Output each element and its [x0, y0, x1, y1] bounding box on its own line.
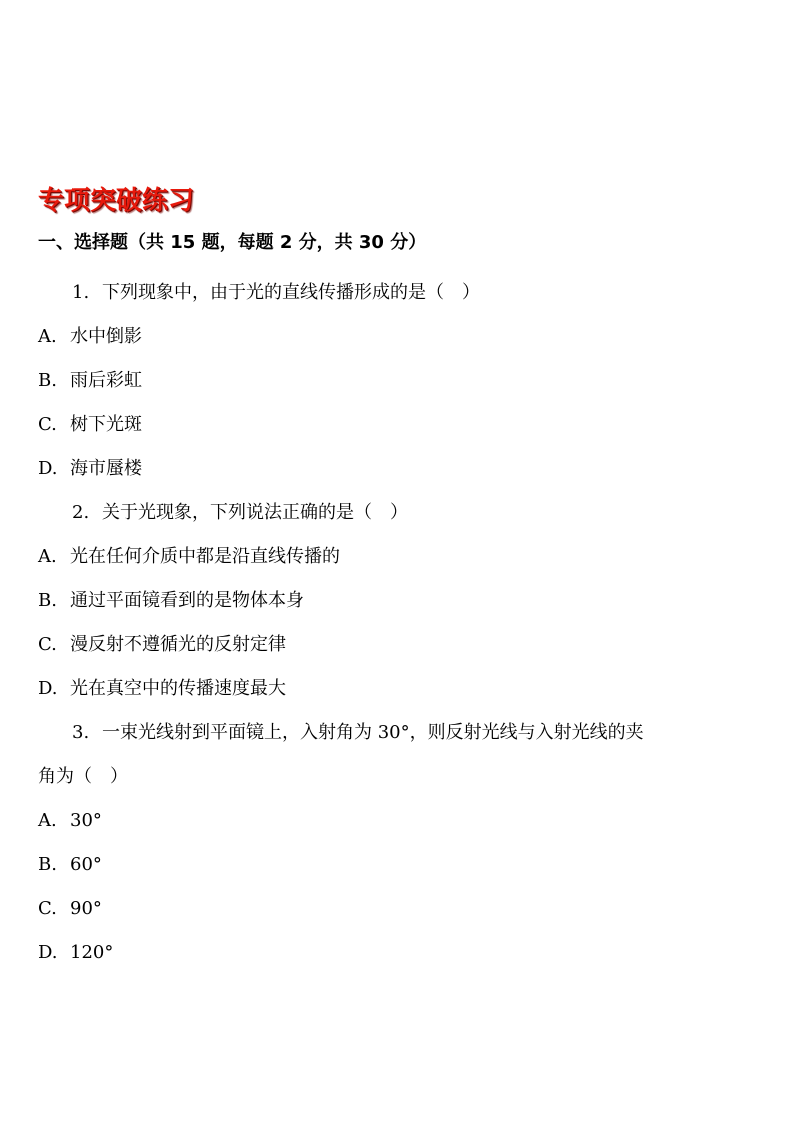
option-letter: B. [38, 854, 57, 875]
option-text: 通过平面镜看到的是物体本身 [70, 590, 304, 611]
option-text: 60° [70, 854, 102, 875]
question-3-option-c [38, 897, 102, 921]
option-letter: C. [38, 414, 57, 435]
question-2-option-d [38, 677, 286, 701]
question-text-continuation: 角为（ ） [38, 766, 128, 787]
option-letter: A. [38, 810, 57, 831]
option-text: 海市蜃楼 [70, 458, 142, 479]
option-text: 30° [70, 810, 102, 831]
question-2-option-c [38, 633, 286, 657]
question-3 [72, 721, 644, 745]
question-number: 1. [72, 282, 90, 303]
question-1-option-c [38, 413, 142, 437]
page-title: 专项突破练习 [38, 186, 195, 216]
question-text: 关于光现象，下列说法正确的是（ ） [102, 502, 408, 523]
option-letter: D. [38, 942, 58, 963]
question-3-continuation [38, 765, 128, 789]
option-letter: B. [38, 370, 57, 391]
option-letter: C. [38, 898, 57, 919]
option-letter: D. [38, 458, 58, 479]
option-letter: A. [38, 326, 57, 347]
option-letter: D. [38, 678, 58, 699]
question-text: 一束光线射到平面镜上，入射角为 30°，则反射光线与入射光线的夹 [102, 722, 644, 743]
question-1-option-d [38, 457, 142, 481]
option-text: 120° [70, 942, 114, 963]
question-text: 下列现象中，由于光的直线传播形成的是（ ） [102, 282, 480, 303]
option-letter: A. [38, 546, 57, 567]
question-1-option-b [38, 369, 142, 393]
question-2-option-b [38, 589, 304, 613]
section-heading: 一、选择题（共 15 题，每题 2 分，共 30 分） [38, 232, 427, 253]
question-1 [72, 281, 480, 305]
question-2 [72, 501, 408, 525]
option-text: 雨后彩虹 [70, 370, 142, 391]
question-3-option-d [38, 941, 113, 965]
option-text: 光在真空中的传播速度最大 [70, 678, 286, 699]
question-3-option-b [38, 853, 102, 877]
option-letter: B. [38, 590, 57, 611]
question-2-option-a [38, 545, 340, 569]
question-number: 3. [72, 722, 90, 743]
option-text: 光在任何介质中都是沿直线传播的 [70, 546, 340, 567]
question-number: 2. [72, 502, 90, 523]
option-text: 水中倒影 [70, 326, 142, 347]
option-letter: C. [38, 634, 57, 655]
option-text: 漫反射不遵循光的反射定律 [70, 634, 286, 655]
option-text: 树下光斑 [70, 414, 142, 435]
question-3-option-a [38, 809, 102, 833]
option-text: 90° [70, 898, 102, 919]
question-1-option-a [38, 325, 142, 349]
